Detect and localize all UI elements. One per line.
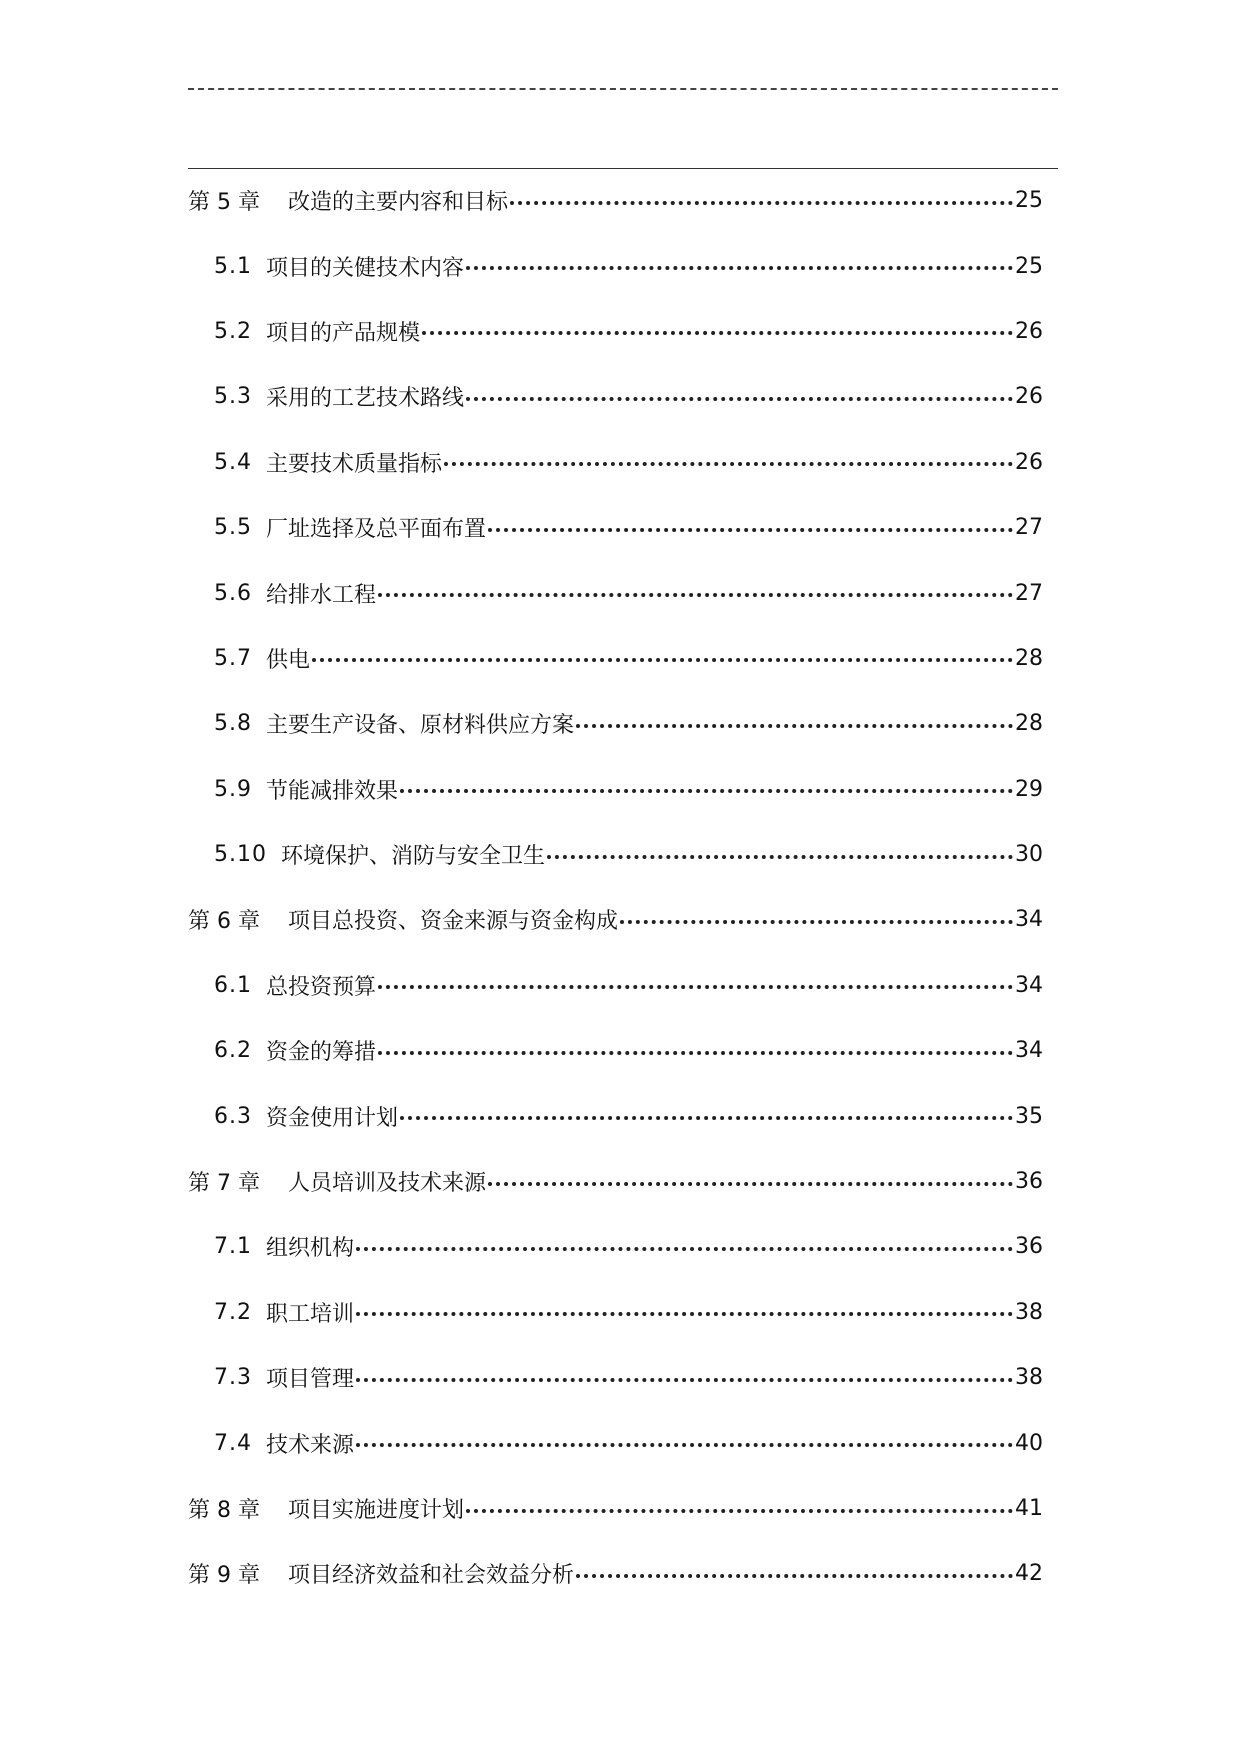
toc-section-entry[interactable]	[188, 953, 1043, 1018]
toc-dot-leader	[576, 1574, 1013, 1578]
toc-entry-number: 5.3	[214, 384, 252, 410]
toc-section-entry[interactable]	[188, 757, 1043, 822]
toc-entry-title: 环境保护、消防与安全卫生	[280, 844, 545, 870]
toc-entry-number: 第 5 章	[188, 190, 260, 216]
toc-dot-leader	[356, 1312, 1013, 1316]
toc-entry-title: 项目经济效益和社会效益分析	[288, 1563, 575, 1589]
toc-entry-page-number: 36	[1015, 1169, 1043, 1195]
toc-dot-leader	[466, 266, 1013, 270]
toc-entry-number: 5.8	[214, 711, 252, 737]
toc-section-entry[interactable]	[188, 1280, 1043, 1345]
toc-chapter-entry[interactable]	[188, 168, 1043, 233]
toc-dot-leader	[576, 724, 1013, 728]
toc-entry-page-number: 26	[1015, 384, 1043, 410]
toc-chapter-entry[interactable]	[188, 1541, 1043, 1606]
toc-entry-title: 技术来源	[266, 1432, 355, 1458]
toc-entry-title: 供电	[266, 647, 311, 673]
toc-entry-page-number: 28	[1015, 711, 1043, 737]
toc-entry-number: 第 6 章	[188, 909, 260, 935]
toc-section-entry[interactable]	[188, 1214, 1043, 1279]
toc-dot-leader	[378, 1051, 1013, 1055]
toc-entry-page-number: 28	[1015, 645, 1043, 671]
toc-entry-number: 5.6	[214, 580, 252, 606]
toc-dot-leader	[488, 528, 1013, 532]
toc-entry-page-number: 34	[1015, 1038, 1043, 1064]
toc-entry-page-number: 35	[1015, 1103, 1043, 1129]
toc-entry-number: 5.10	[214, 842, 267, 868]
toc-entry-title: 人员培训及技术来源	[288, 1171, 487, 1197]
toc-dot-leader	[547, 855, 1013, 859]
toc-section-entry[interactable]	[188, 364, 1043, 429]
toc-section-entry[interactable]	[188, 560, 1043, 625]
toc-entry-page-number: 42	[1015, 1561, 1043, 1587]
toc-chapter-entry[interactable]	[188, 887, 1043, 952]
toc-dot-leader	[378, 593, 1013, 597]
toc-entry-page-number: 29	[1015, 776, 1043, 802]
table-of-contents	[188, 168, 1043, 1607]
toc-entry-title: 总投资预算	[266, 974, 377, 1000]
toc-section-entry[interactable]	[188, 430, 1043, 495]
toc-entry-title: 项目实施进度计划	[288, 1498, 465, 1523]
toc-section-entry[interactable]	[188, 822, 1043, 887]
toc-entry-title: 项目总投资、资金来源与资金构成	[288, 909, 619, 935]
toc-dot-leader	[620, 920, 1013, 924]
toc-entry-title: 资金的筹措	[266, 1040, 377, 1066]
toc-dot-leader	[356, 1378, 1013, 1382]
toc-entry-number: 第 7 章	[188, 1171, 260, 1197]
toc-dot-leader	[466, 397, 1013, 401]
toc-dot-leader	[466, 1509, 1013, 1513]
toc-dot-leader	[422, 331, 1013, 335]
toc-entry-page-number: 38	[1015, 1299, 1043, 1325]
toc-section-entry[interactable]	[188, 1345, 1043, 1410]
toc-entry-page-number: 25	[1015, 253, 1043, 279]
toc-entry-number: 7.3	[214, 1365, 252, 1391]
toc-dot-leader	[444, 462, 1013, 466]
toc-section-entry[interactable]	[188, 1083, 1043, 1148]
toc-chapter-entry[interactable]	[188, 1149, 1043, 1214]
toc-dot-leader	[378, 985, 1013, 989]
header-dashed-rule	[188, 88, 1058, 90]
toc-entry-page-number: 25	[1015, 188, 1043, 214]
toc-entry-number: 5.1	[214, 253, 252, 279]
toc-entry-page-number: 30	[1015, 842, 1043, 868]
toc-entry-page-number: 40	[1015, 1430, 1043, 1456]
toc-dot-leader	[400, 1116, 1013, 1120]
toc-entry-number: 5.7	[214, 645, 252, 671]
toc-entry-page-number: 41	[1015, 1496, 1043, 1521]
toc-entry-page-number: 26	[1015, 318, 1043, 344]
toc-chapter-entry[interactable]	[188, 1476, 1043, 1541]
toc-entry-title: 组织机构	[266, 1236, 355, 1262]
toc-entry-number: 6.1	[214, 972, 252, 998]
toc-entry-page-number: 27	[1015, 580, 1043, 606]
toc-section-entry[interactable]	[188, 1410, 1043, 1475]
toc-entry-number: 7.2	[214, 1299, 252, 1325]
toc-dot-leader	[356, 1443, 1013, 1447]
toc-entry-page-number: 38	[1015, 1365, 1043, 1391]
toc-entry-page-number: 26	[1015, 449, 1043, 475]
toc-entry-title: 项目的关健技术内容	[266, 255, 465, 281]
toc-entry-page-number: 27	[1015, 515, 1043, 541]
toc-entry-page-number: 34	[1015, 907, 1043, 933]
toc-dot-leader	[312, 658, 1013, 662]
toc-entry-number: 6.3	[214, 1103, 252, 1129]
toc-dot-leader	[400, 789, 1013, 793]
toc-entry-title: 资金使用计划	[266, 1105, 399, 1131]
toc-entry-title: 项目的产品规模	[266, 320, 421, 346]
toc-entry-number: 7.1	[214, 1234, 252, 1260]
toc-entry-title: 给排水工程	[266, 582, 377, 608]
toc-entry-title: 项目管理	[266, 1367, 355, 1393]
toc-entry-page-number: 34	[1015, 972, 1043, 998]
toc-dot-leader	[356, 1247, 1013, 1251]
toc-section-entry[interactable]	[188, 233, 1043, 298]
toc-entry-number: 第 9 章	[188, 1563, 260, 1589]
toc-entry-page-number: 36	[1015, 1234, 1043, 1260]
toc-entry-title: 改造的主要内容和目标	[288, 190, 509, 216]
toc-section-entry[interactable]	[188, 299, 1043, 364]
toc-dot-leader	[510, 201, 1013, 205]
toc-entry-number: 7.4	[214, 1430, 252, 1456]
toc-section-entry[interactable]	[188, 495, 1043, 560]
toc-entry-title: 主要生产设备、原材料供应方案	[266, 713, 575, 739]
toc-entry-number: 5.2	[214, 318, 252, 344]
toc-entry-number: 5.9	[214, 776, 252, 802]
toc-entry-title: 主要技术质量指标	[266, 451, 443, 477]
toc-entry-title: 采用的工艺技术路线	[266, 386, 465, 412]
toc-entry-title: 节能减排效果	[266, 778, 399, 804]
toc-section-entry[interactable]	[188, 691, 1043, 756]
toc-entry-number: 5.4	[214, 449, 252, 475]
toc-entry-number: 5.5	[214, 515, 252, 541]
toc-entry-number: 第 8 章	[188, 1498, 260, 1523]
toc-entry-title: 职工培训	[266, 1301, 355, 1327]
toc-section-entry[interactable]	[188, 626, 1043, 691]
toc-entry-number: 6.2	[214, 1038, 252, 1064]
toc-section-entry[interactable]	[188, 1018, 1043, 1083]
toc-entry-title: 厂址选择及总平面布置	[266, 517, 487, 543]
toc-dot-leader	[488, 1182, 1013, 1186]
